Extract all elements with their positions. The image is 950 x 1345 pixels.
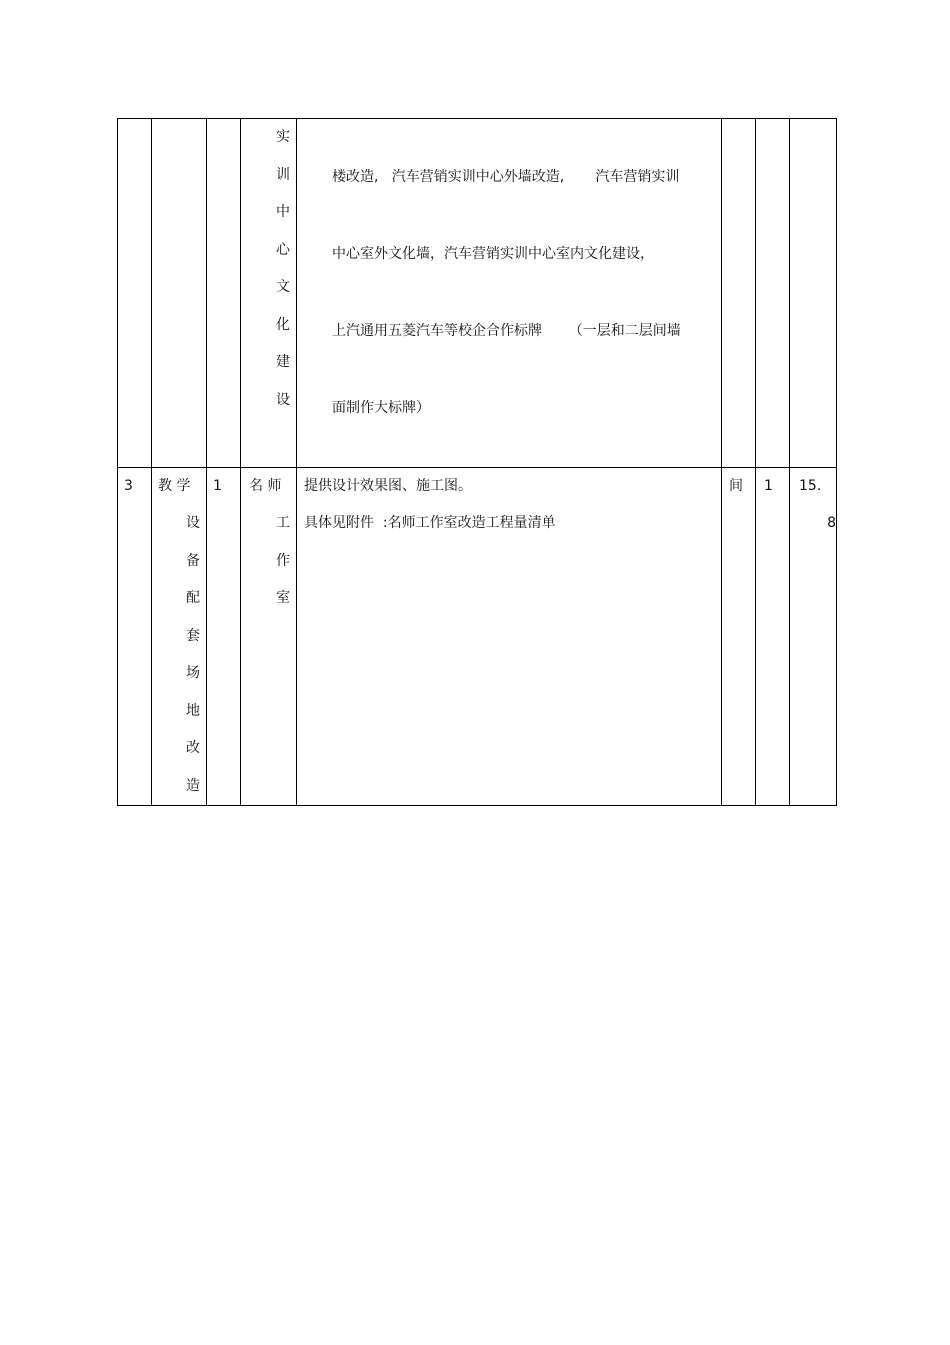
cell-seq <box>118 468 152 806</box>
cell-item-name <box>241 468 297 806</box>
cell-description <box>297 468 722 806</box>
desc-line: 中心室外文化墙，汽车营销实训中心室内文化建设， <box>332 246 654 262</box>
char: 设 <box>276 391 290 408</box>
category-head: 教 学 <box>158 478 191 494</box>
char: 心 <box>276 241 290 258</box>
char: 套 <box>186 627 200 644</box>
cell-seq <box>118 119 152 468</box>
char: 场 <box>186 665 200 681</box>
cell-count <box>207 468 241 806</box>
cell-amount <box>790 468 837 806</box>
char: 造 <box>186 777 200 794</box>
desc-line: 具体见附件 :名师工作室改造工程量清单 <box>304 515 556 531</box>
cell-category <box>152 119 207 468</box>
char: 配 <box>186 590 200 606</box>
cell-count <box>207 119 241 468</box>
seq-number: 3 <box>124 478 133 494</box>
char: 中 <box>276 204 290 220</box>
cell-quantity <box>756 468 790 806</box>
char: 训 <box>276 166 290 183</box>
amount-value-1: 15. <box>799 478 822 494</box>
char: 工 <box>276 515 290 531</box>
char: 室 <box>276 590 290 606</box>
unit-value: 间 <box>729 478 743 494</box>
count-value: 1 <box>213 478 222 494</box>
table-row <box>118 119 837 468</box>
cell-unit <box>722 119 756 468</box>
equipment-table <box>117 118 837 806</box>
char: 文 <box>276 279 290 295</box>
cell-amount <box>790 119 837 468</box>
char: 地 <box>186 702 200 719</box>
table-row <box>118 468 837 806</box>
char: 设 <box>186 515 200 531</box>
cell-quantity <box>756 119 790 468</box>
quantity-value: 1 <box>764 478 773 494</box>
char: 备 <box>186 552 200 569</box>
desc-line: 楼改造, 汽车营销实训中心外墙改造, 汽车营销实训 <box>332 169 680 185</box>
desc-line: 上汽通用五菱汽车等校企合作标牌 （一层和二层间墙 <box>332 323 681 339</box>
char: 建 <box>276 354 290 370</box>
char: 实 <box>276 129 290 145</box>
cell-category <box>152 468 207 806</box>
cell-unit <box>722 468 756 806</box>
char: 改 <box>186 740 200 756</box>
item-name-head: 名 师 <box>249 478 282 494</box>
cell-item-name <box>241 119 297 468</box>
desc-line: 面制作大标牌） <box>332 400 430 416</box>
char: 作 <box>276 552 290 569</box>
amount-value-2: 8 <box>827 515 836 531</box>
desc-line: 提供设计效果图、施工图。 <box>304 478 472 494</box>
char: 化 <box>276 316 290 333</box>
cell-description <box>297 119 722 468</box>
